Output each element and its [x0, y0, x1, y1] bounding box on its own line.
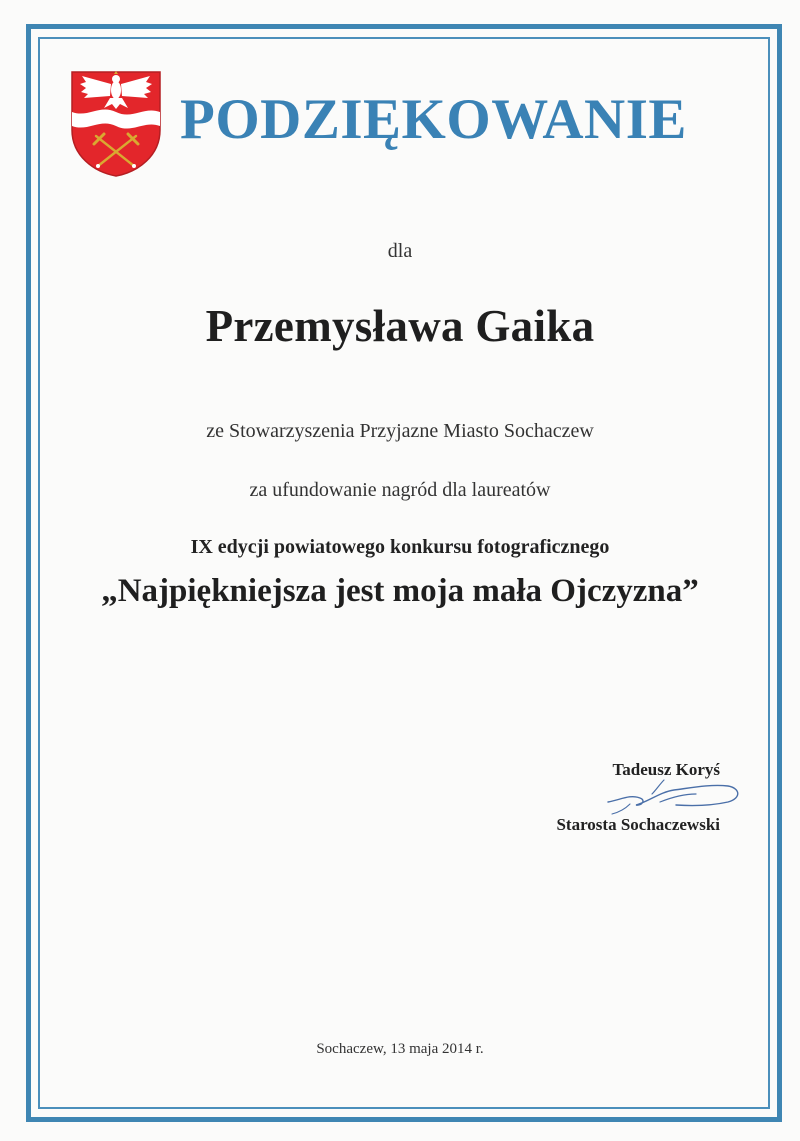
- organization-line: ze Stowarzyszenia Przyjazne Miasto Sochaczew: [206, 420, 594, 442]
- signer-name: Tadeusz Koryś: [612, 760, 720, 779]
- edition-line: IX edycji powiatowego konkursu fotograficznego: [190, 536, 610, 558]
- contest-name: „Najpiękniejsza jest moja mała Ojczyzna”: [101, 573, 699, 609]
- recipient-name: Przemysława Gaika: [205, 301, 595, 351]
- reason-line: za ufundowanie nagród dla laureatów: [249, 479, 551, 501]
- coat-of-arms-icon: [68, 68, 164, 178]
- for-label: dla: [387, 240, 413, 262]
- signer-title: Starosta Sochaczewski: [556, 815, 720, 834]
- place-and-date: Sochaczew, 13 maja 2014 r.: [316, 1041, 484, 1057]
- certificate-title: PODZIĘKOWANIE: [180, 88, 687, 151]
